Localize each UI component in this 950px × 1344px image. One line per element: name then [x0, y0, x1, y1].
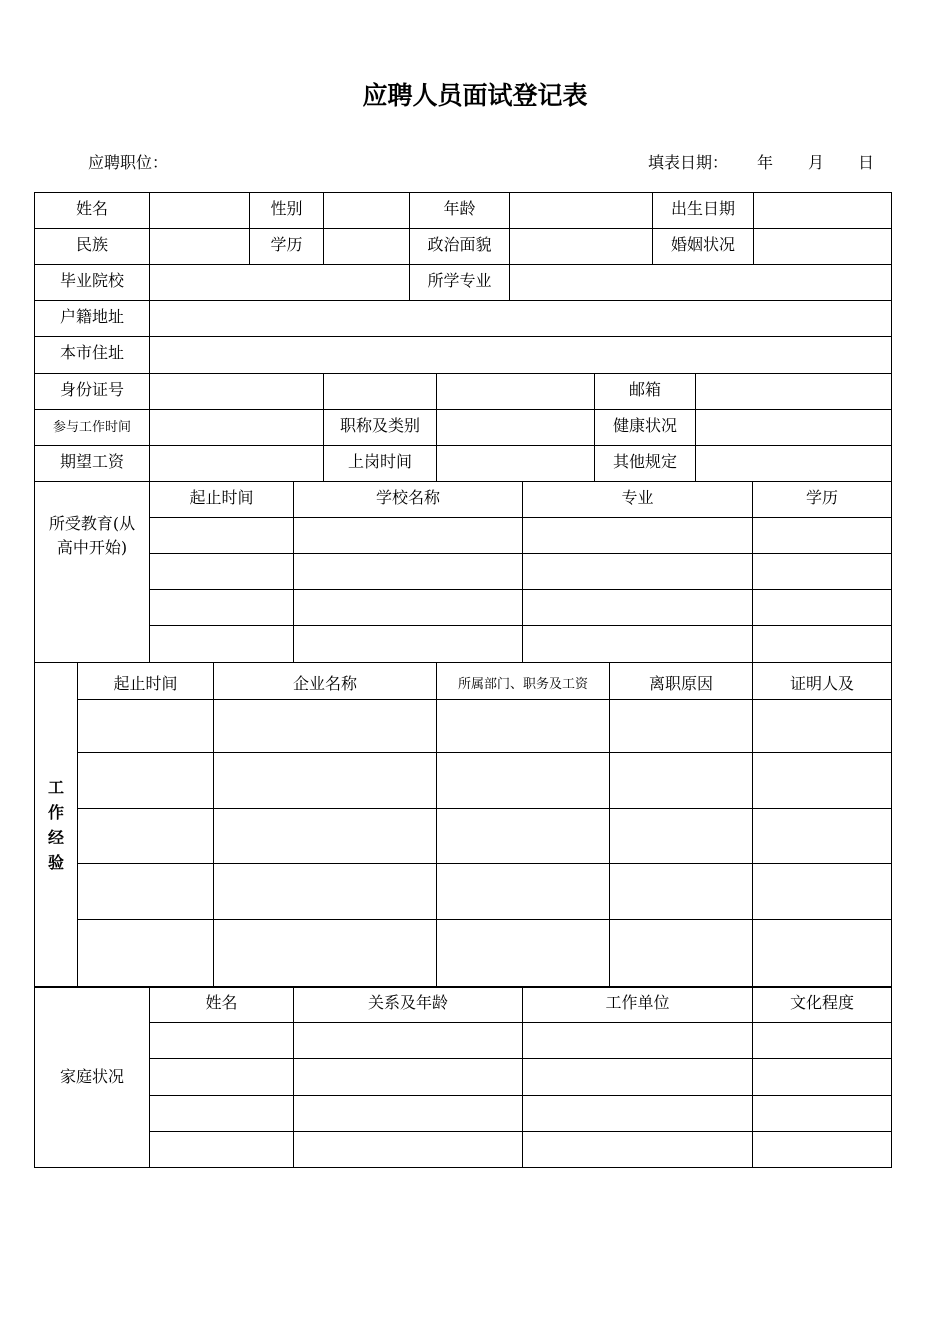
work-section-text [35, 775, 77, 875]
id-number-field-2[interactable] [324, 374, 437, 410]
table-row [35, 1059, 892, 1096]
work-cell[interactable] [437, 864, 610, 920]
health-field[interactable] [696, 410, 892, 446]
family-cell[interactable] [753, 1096, 892, 1132]
family-cell[interactable] [753, 1132, 892, 1168]
ethnicity-field[interactable] [150, 229, 250, 265]
household-field[interactable] [150, 301, 892, 337]
family-table [34, 986, 892, 1168]
work-start-label: 参与工作时间 [35, 410, 150, 446]
family-col-employer: 工作单位 [523, 987, 753, 1023]
work-cell[interactable] [214, 753, 437, 809]
work-char-2: 作 [47, 803, 64, 822]
family-cell[interactable] [294, 1023, 523, 1059]
name-label: 姓名 [35, 193, 150, 229]
table-row [35, 1132, 892, 1168]
basic-info-table-a [34, 192, 892, 301]
email-label: 邮箱 [595, 374, 696, 410]
political-label: 政治面貌 [410, 229, 510, 265]
family-cell[interactable] [523, 1096, 753, 1132]
family-section-label: 家庭状况 [35, 987, 150, 1168]
gender-label: 性别 [250, 193, 324, 229]
education-cell[interactable] [523, 554, 753, 590]
family-cell[interactable] [150, 1023, 294, 1059]
table-row [35, 518, 892, 554]
major-label: 所学专业 [410, 265, 510, 301]
work-cell[interactable] [437, 753, 610, 809]
major-field[interactable] [510, 265, 892, 301]
work-cell[interactable] [78, 920, 214, 988]
work-cell[interactable] [214, 864, 437, 920]
work-char-4: 验 [47, 853, 64, 872]
ethnicity-label: 民族 [35, 229, 150, 265]
work-col-dept: 所属部门、职务及工资 [437, 663, 610, 700]
work-cell[interactable] [753, 920, 892, 988]
title-category-label: 职称及类别 [324, 410, 437, 446]
name-field[interactable] [150, 193, 250, 229]
family-cell[interactable] [150, 1132, 294, 1168]
education-cell[interactable] [294, 590, 523, 626]
age-field[interactable] [510, 193, 653, 229]
household-label: 户籍地址 [35, 301, 150, 337]
family-cell[interactable] [294, 1059, 523, 1096]
year-label: 年 [757, 153, 774, 172]
work-cell[interactable] [610, 864, 753, 920]
work-cell[interactable] [437, 700, 610, 753]
family-cell[interactable] [294, 1096, 523, 1132]
birthdate-field[interactable] [754, 193, 892, 229]
education-cell[interactable] [294, 554, 523, 590]
family-cell[interactable] [753, 1023, 892, 1059]
position-label: 应聘职位： [88, 153, 169, 172]
school-field[interactable] [150, 265, 410, 301]
family-cell[interactable] [150, 1059, 294, 1096]
education-col-period: 起止时间 [150, 482, 294, 518]
education-cell[interactable] [523, 590, 753, 626]
political-field[interactable] [510, 229, 653, 265]
month-label: 月 [808, 153, 825, 172]
table-row [35, 809, 892, 864]
family-cell[interactable] [523, 1132, 753, 1168]
birthdate-label: 出生日期 [653, 193, 754, 229]
day-label: 日 [858, 153, 875, 172]
salary-field[interactable] [150, 446, 324, 482]
table-row [35, 554, 892, 590]
work-table [34, 662, 892, 988]
family-col-name: 姓名 [150, 987, 294, 1023]
education-cell[interactable] [753, 554, 892, 590]
work-cell[interactable] [753, 753, 892, 809]
school-label: 毕业院校 [35, 265, 150, 301]
family-cell[interactable] [753, 1059, 892, 1096]
table-row [35, 864, 892, 920]
work-cell[interactable] [753, 864, 892, 920]
work-cell[interactable] [437, 920, 610, 988]
work-col-company: 企业名称 [214, 663, 437, 700]
work-cell[interactable] [214, 700, 437, 753]
education-cell[interactable] [523, 518, 753, 554]
table-row [35, 753, 892, 809]
family-col-education: 文化程度 [753, 987, 892, 1023]
family-col-relation: 关系及年龄 [294, 987, 523, 1023]
work-col-reason: 离职原因 [610, 663, 753, 700]
education-col-degree: 学历 [753, 482, 892, 518]
other-field[interactable] [696, 446, 892, 482]
gender-field[interactable] [324, 193, 410, 229]
id-number-field-1[interactable] [150, 374, 324, 410]
work-cell[interactable] [610, 920, 753, 988]
education-cell[interactable] [523, 626, 753, 663]
table-row [35, 590, 892, 626]
id-number-label: 身份证号 [35, 374, 150, 410]
work-cell[interactable] [610, 809, 753, 864]
basic-info-table-b [34, 300, 892, 482]
education-cell[interactable] [753, 626, 892, 663]
table-row [35, 1023, 892, 1059]
work-col-period: 起止时间 [78, 663, 214, 700]
age-label: 年龄 [410, 193, 510, 229]
education-cell[interactable] [150, 518, 294, 554]
table-row [35, 920, 892, 988]
work-cell[interactable] [753, 809, 892, 864]
family-cell[interactable] [294, 1132, 523, 1168]
work-cell[interactable] [610, 700, 753, 753]
education-col-school: 学校名称 [294, 482, 523, 518]
table-row [35, 700, 892, 753]
table-row [35, 626, 892, 663]
start-date-field[interactable] [437, 446, 595, 482]
education-cell[interactable] [150, 626, 294, 663]
family-cell[interactable] [150, 1096, 294, 1132]
salary-label: 期望工资 [35, 446, 150, 482]
marital-label: 婚姻状况 [653, 229, 754, 265]
local-address-field[interactable] [150, 337, 892, 374]
work-cell[interactable] [214, 920, 437, 988]
work-col-reference: 证明人及 [753, 663, 892, 700]
id-number-field-3[interactable] [437, 374, 595, 410]
education-section-label: 所受教育(从高中开始) [35, 482, 150, 663]
work-cell[interactable] [78, 753, 214, 809]
family-cell[interactable] [523, 1023, 753, 1059]
health-label: 健康状况 [595, 410, 696, 446]
work-cell[interactable] [78, 700, 214, 753]
education-table [34, 481, 892, 663]
work-char-3: 经 [47, 828, 64, 847]
work-cell[interactable] [214, 809, 437, 864]
form-title: 应聘人员面试登记表 [362, 81, 588, 110]
education-cell[interactable] [294, 626, 523, 663]
family-cell[interactable] [523, 1059, 753, 1096]
work-cell[interactable] [610, 753, 753, 809]
education-cell[interactable] [753, 518, 892, 554]
work-start-field[interactable] [150, 410, 324, 446]
education-cell[interactable] [294, 518, 523, 554]
local-address-label: 本市住址 [35, 337, 150, 374]
work-char-1: 工 [47, 778, 64, 797]
education-cell[interactable] [150, 554, 294, 590]
education-col-major: 专业 [523, 482, 753, 518]
table-row [35, 1096, 892, 1132]
marital-field[interactable] [754, 229, 892, 265]
education-cell[interactable] [753, 590, 892, 626]
start-date-label: 上岗时间 [324, 446, 437, 482]
other-label: 其他规定 [595, 446, 696, 482]
work-cell[interactable] [78, 809, 214, 864]
work-cell[interactable] [437, 809, 610, 864]
education-field[interactable] [324, 229, 410, 265]
work-cell[interactable] [78, 864, 214, 920]
title-category-field[interactable] [437, 410, 595, 446]
date-label: 填表日期： [648, 153, 729, 172]
work-cell[interactable] [753, 700, 892, 753]
work-section-label [35, 663, 78, 988]
email-field[interactable] [696, 374, 892, 410]
education-cell[interactable] [150, 590, 294, 626]
education-label: 学历 [250, 229, 324, 265]
